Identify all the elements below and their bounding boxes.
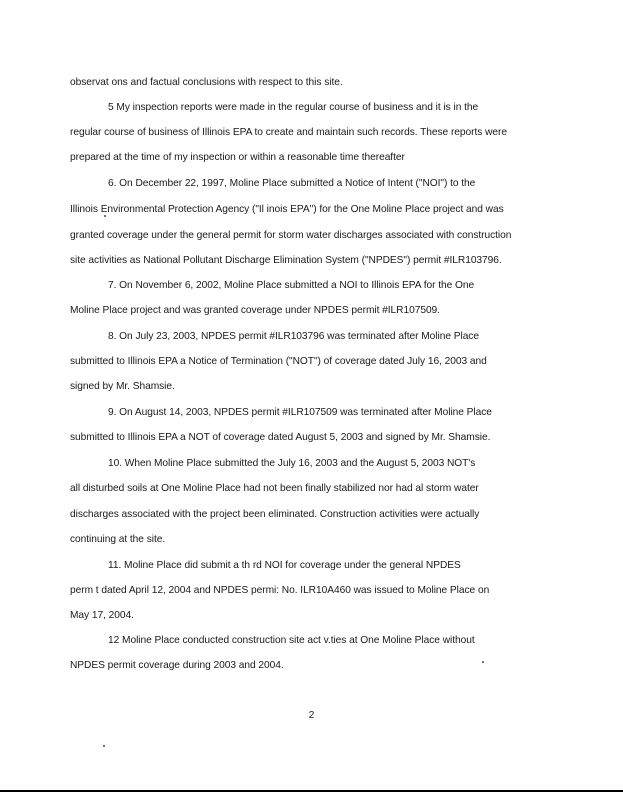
text-line: signed by Mr. Shamsie. <box>70 381 175 392</box>
text-line: submitted to Illinois EPA a NOT of coverage dated August 5, 2003 and signed by Mr. Shamsie. <box>70 432 491 443</box>
text-line: 7. On November 6, 2002, Moline Place submitted a NOI to Illinois EPA for the One <box>108 280 475 291</box>
text-line: perm t dated April 12, 2004 and NPDES permi: No. ILR10A460 was issued to Moline Place on <box>70 585 490 596</box>
text-line: all disturbed soils at One Moline Place had not been finally stabilized nor had al storm water <box>70 483 479 494</box>
text-line: 5 My inspection reports were made in the regular course of business and it is in the <box>108 102 479 113</box>
text-line: prepared at the time of my inspection or within a reasonable time thereafter <box>70 152 405 163</box>
scan-speck <box>104 215 106 217</box>
text-line: Illinois Environmental Protection Agency ("Il inois EPA") for the One Moline Place project and was <box>70 204 504 215</box>
text-line: site activities as National Pollutant Discharge Elimination System ("NPDES") permit #ILR103796. <box>70 255 502 266</box>
text-line: granted coverage under the general permit for storm water discharges associated with construction <box>70 230 512 241</box>
text-line: 12 Moline Place conducted construction site act v.ties at One Moline Place without <box>108 635 475 646</box>
text-line: 6. On December 22, 1997, Moline Place submitted a Notice of Intent ("NOI") to the <box>108 178 476 189</box>
scan-speck <box>103 745 105 747</box>
text-line: NPDES permit coverage during 2003 and 2004. <box>70 660 284 671</box>
text-line: May 17, 2004. <box>70 610 134 621</box>
text-line: 8. On July 23, 2003, NPDES permit #ILR103796 was terminated after Moline Place <box>108 331 479 342</box>
text-line: discharges associated with the project been eliminated. Construction activities were actually <box>70 509 480 520</box>
scan-speck <box>482 661 484 663</box>
page-number: 2 <box>308 710 315 721</box>
text-line: 9. On August 14, 2003, NPDES permit #ILR107509 was terminated after Moline Place <box>108 407 492 418</box>
text-line: continuing at the site. <box>70 534 166 545</box>
text-line: regular course of business of Illinois EPA to create and maintain such records. These reports were <box>70 127 507 138</box>
text-line: 10. When Moline Place submitted the July 16, 2003 and the August 5, 2003 NOT's <box>108 458 476 469</box>
text-line: observat ons and factual conclusions with respect to this site. <box>70 77 343 88</box>
text-line: 11. Moline Place did submit a th rd NOI for coverage under the general NPDES <box>108 560 461 571</box>
page-bottom-rule <box>0 790 623 792</box>
text-line: submitted to Illinois EPA a Notice of Termination ("NOT") of coverage dated July 16, 2003 and <box>70 356 487 367</box>
text-line: Moline Place project and was granted coverage under NPDES permit #ILR107509. <box>70 305 440 316</box>
